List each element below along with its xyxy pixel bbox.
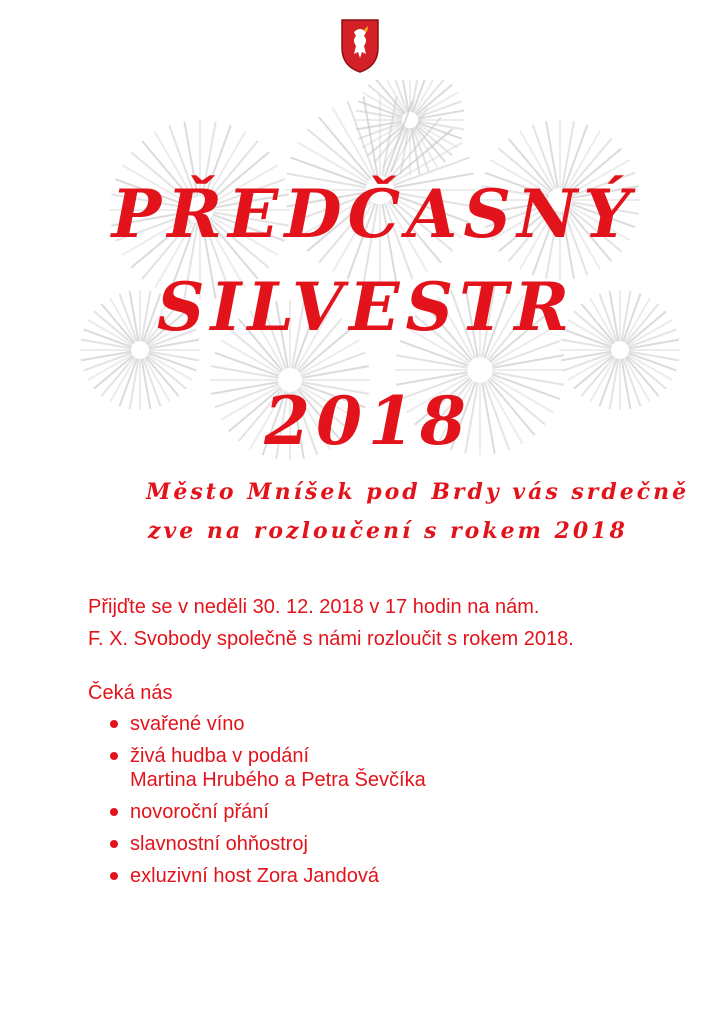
list-item	[108, 864, 426, 888]
list-item-text: exluzivní host Zora Jandová	[130, 865, 380, 887]
list-item	[108, 832, 426, 856]
bullet-icon	[110, 872, 118, 880]
program-list	[108, 712, 426, 896]
list-item	[108, 800, 426, 824]
title-line-2: SILVESTR	[156, 268, 576, 346]
list-item-text: novoroční přání	[130, 801, 269, 823]
invitation-line-1: Město Mníšek pod Brdy vás srdečně	[146, 479, 690, 505]
list-item-subtext: Martina Hrubého a Petra Ševčíka	[130, 769, 426, 791]
bullet-icon	[110, 840, 118, 848]
title-line-1: PŘEDČASNÝ	[111, 175, 637, 253]
list-item-text: slavnostní ohňostroj	[130, 833, 308, 855]
program-lead: Čeká nás	[88, 682, 173, 704]
title-year: 2018	[264, 382, 472, 460]
details-line-1: Přijďte se v neděli 30. 12. 2018 v 17 hodin na nám.	[88, 596, 540, 618]
list-item	[108, 744, 426, 792]
list-item-text: svařené víno	[130, 713, 245, 735]
details-line-2: F. X. Svobody společně s námi rozloučit s rokem 2018.	[88, 628, 574, 650]
invitation-line-2: zve na rozloučení s rokem 2018	[148, 518, 628, 544]
czech-lion-crest-icon	[340, 18, 380, 74]
bullet-icon	[110, 808, 118, 816]
bullet-icon	[110, 720, 118, 728]
list-item	[108, 712, 426, 736]
list-item-text: živá hudba v podání	[130, 745, 310, 767]
bullet-icon	[110, 752, 118, 760]
